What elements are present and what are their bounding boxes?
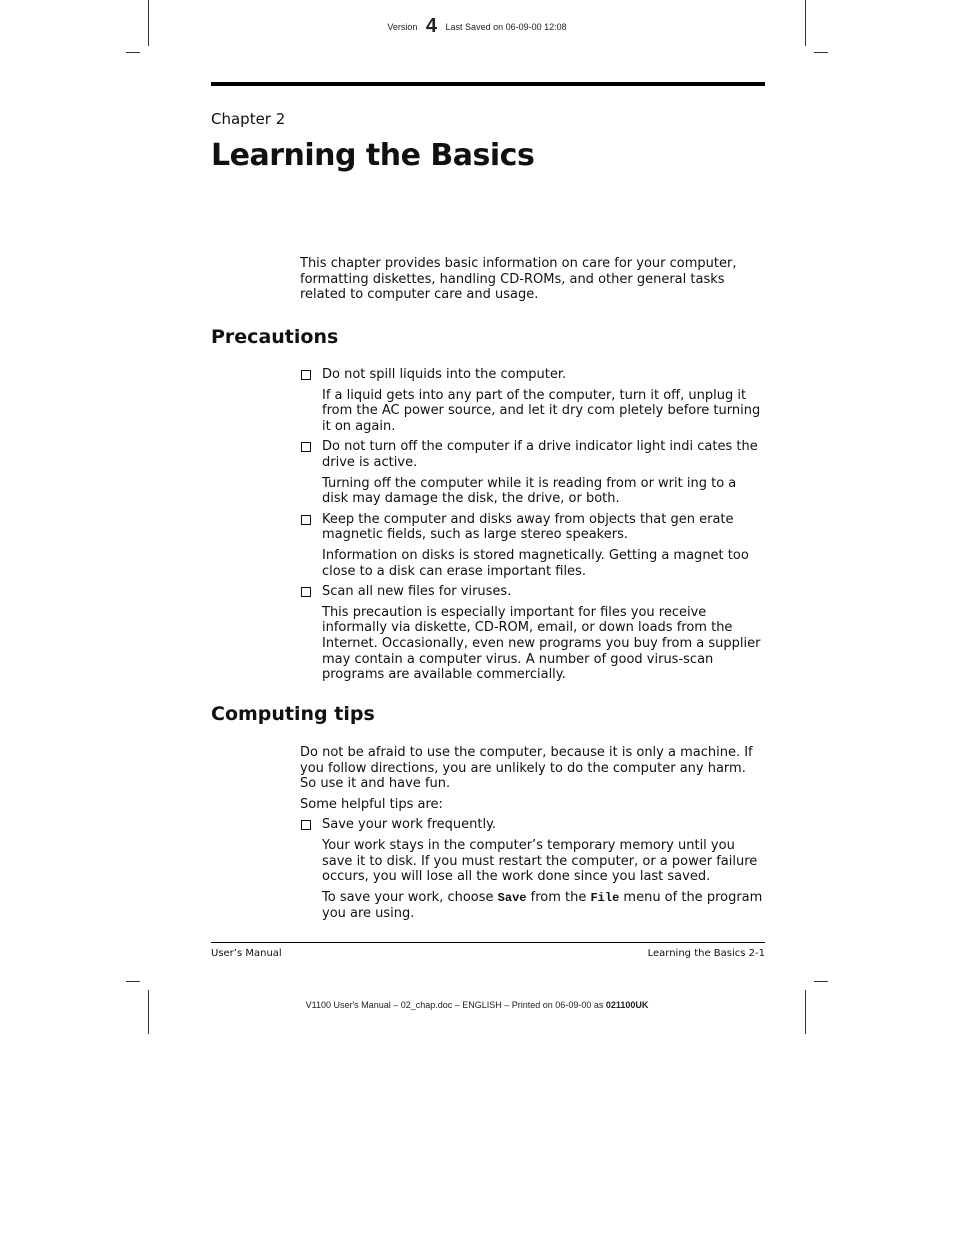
footer-page-ref: Learning the Basics 2-1 <box>647 948 765 959</box>
computing-tips-heading: Computing tips <box>211 703 375 725</box>
detail-text: from the <box>526 889 591 905</box>
checkbox-bullet-icon <box>301 370 311 380</box>
chapter-title: Learning the Basics <box>211 138 535 173</box>
checkbox-bullet-icon <box>301 587 311 597</box>
item-detail: If a liquid gets into any part of the computer, turn it off, unplug it from the AC power source, and let it dry com pletely before turning it on again. <box>322 387 761 434</box>
print-code: 021100UK <box>605 1000 649 1010</box>
item-lead: Do not spill liquids into the computer. <box>322 367 567 382</box>
item-lead: Scan all new files for viruses. <box>322 584 512 600</box>
top-rule <box>211 82 765 86</box>
item-detail: Information on disks is stored magnetically. Getting a magnet too close to a disk can erase important files. <box>322 547 749 579</box>
version-number: 4 <box>425 15 438 37</box>
checkbox-bullet-icon <box>301 820 311 830</box>
save-command: Save <box>497 890 527 905</box>
item-detail: Your work stays in the computer’s temporary memory until you save it to disk. If you must restart the computer, or a power failure occurs, you will lose all the work done since you last saved. <box>322 837 758 885</box>
list-item <box>300 584 765 683</box>
precautions-list <box>300 367 765 688</box>
checkbox-bullet-icon <box>301 442 311 452</box>
item-detail <box>322 890 765 922</box>
item-detail: Turning off the computer while it is reading from or writ ing to a disk may damage the disk, the drive, or both. <box>322 475 737 507</box>
version-header <box>0 13 954 36</box>
crop-mark <box>126 981 140 982</box>
checkbox-bullet-icon <box>301 515 311 525</box>
tips-paragraph: Do not be afraid to use the computer, because it is only a machine. If you follow directions, you are unlikely to do the computer any harm. So use it and have fun. <box>300 745 753 792</box>
list-item <box>300 817 765 922</box>
last-saved: Last Saved on 06-09-00 12:08 <box>445 22 567 32</box>
detail-text: To save your work, choose <box>322 889 498 905</box>
item-lead: Keep the computer and disks away from objects that gen erate magnetic fields, such as large stereo speakers. <box>322 511 734 543</box>
item-lead: Do not turn off the computer if a drive indicator light indi cates the drive is active. <box>322 439 758 470</box>
footer-rule <box>211 942 765 943</box>
list-item <box>300 439 765 506</box>
tips-paragraph: Some helpful tips are: <box>300 796 443 812</box>
chapter-intro: This chapter provides basic information on care for your computer, formatting diskettes, handling CD-ROMs, and other general tasks related to computer care and usage. <box>300 256 737 303</box>
detail-text: menu of the program you are using. <box>322 889 763 922</box>
list-item <box>300 367 765 434</box>
print-info-text: V1100 User's Manual – 02_chap.doc – ENGLISH – Printed on 06-09-00 as <box>305 1000 606 1010</box>
chapter-label: Chapter 2 <box>211 110 286 128</box>
print-info-line <box>0 1000 954 1010</box>
precautions-heading: Precautions <box>211 326 339 348</box>
crop-mark <box>126 52 140 53</box>
crop-mark <box>805 990 806 1034</box>
file-menu-command: File <box>590 890 620 905</box>
computing-tips-section <box>300 745 765 927</box>
item-detail: This precaution is especially important for files you receive informally via diskette, CD-ROM, email, or down loads from the Internet. Occasionally, even new programs you buy from a supplier may contain a computer virus. A number of good virus-scan programs are available commercially. <box>322 604 761 683</box>
list-item <box>300 512 765 579</box>
crop-mark <box>814 52 828 53</box>
item-lead: Save your work frequently. <box>322 817 497 833</box>
version-label: Version <box>387 22 418 32</box>
crop-mark <box>148 990 149 1034</box>
crop-mark <box>814 981 828 982</box>
footer-manual-title: User’s Manual <box>211 948 282 959</box>
